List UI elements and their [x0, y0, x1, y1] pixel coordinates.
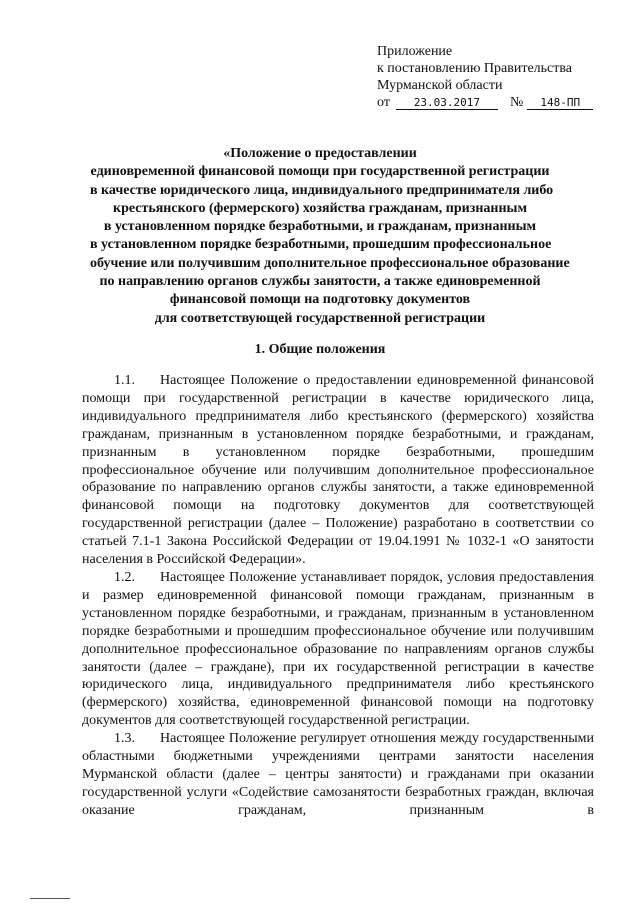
document-date: 23.03.2017 — [396, 96, 498, 110]
paragraph-text: Настоящее Положение о предоставлении единовременной финансовой помощи при государственной регистрации в качестве юридического лица, индивидуального предпринимателя либо крестьянского (фермерского) хозяйства гражданам, признанным в установленном порядке безработными, и гражданам, признанным в установленном порядке безработными, прошедшим профессиональное обучение или получившим дополнительное профессиональное образование по направлению органов службы занятости, а также единовременной финансовой помощи на подготовку документов для соответствующей государственной регистрации (далее – Положение) разработано в соответствии со статьей 7.1-1 Закона Российской Федерации от 19.04.1991 № 1032-1 «О занятости населения в Российской Федерации». — [82, 373, 594, 568]
paragraph-number: 1.1. — [114, 373, 135, 388]
appendix-date-line — [377, 94, 593, 111]
paragraph-text: Настоящее Положение устанавливает порядок, условия предоставления и размер единовременной финансовой помощи гражданам, признанным в установленном порядке безработными, и гражданам, признанным в установленном порядке безработными и прошедшим профессиональное обучение или получившим дополнительное профессиональное образование по направлениям органов службы занятости (далее – граждане), при их государственной регистрации в качестве юридического лица, индивидуального предпринимателя либо крестьянского (фермерского) хозяйства, единовременной финансовой помощи на подготовку документов для соответствующей государственной регистрации. — [82, 569, 594, 729]
title-line: обучение или получившим дополнительное профессиональное образование — [90, 255, 570, 271]
title-line: единовременной финансовой помощи при государственной регистрации — [90, 164, 550, 180]
appendix-block — [377, 43, 593, 111]
paragraph-text: Настоящее Положение регулирует отношения между государственными областными бюджетными учреждениями центрами занятости населения Мурманской области (далее – центры занятости) и гражданами при оказании государственной услуги «Содействие самозанятости безработных граждан, включая оказание гражданам, признанным в — [82, 731, 594, 818]
document-body — [82, 372, 594, 820]
title-line: для соответствующей государственной регистрации — [154, 310, 486, 326]
title-line: по направлению органов службы занятости, а также единовременной — [99, 274, 541, 290]
footer-rule — [30, 898, 70, 902]
title-line: в качестве юридического лица, индивидуального предпринимателя либо — [90, 182, 554, 198]
title-line: в установленном порядке безработными, прошедшим профессиональное — [90, 237, 552, 253]
title-line: «Положение о предоставлении — [223, 146, 417, 161]
document-number: 148-ПП — [527, 96, 593, 110]
paragraph-number: 1.3. — [114, 731, 135, 747]
number-prefix: № — [509, 95, 524, 110]
paragraph-1-1 — [82, 372, 594, 569]
appendix-line-2: к постановлению Правительства — [377, 61, 573, 76]
document-title — [90, 145, 570, 328]
date-prefix: от — [377, 95, 390, 110]
section-heading: 1. Общие положения — [254, 342, 386, 357]
paragraph-number: 1.2. — [114, 569, 135, 585]
title-line: финансовой помощи на подготовку документов — [169, 292, 471, 308]
title-line: крестьянского (фермерского) хозяйства гражданам, признанным — [113, 200, 527, 216]
paragraph-1-3 — [82, 730, 594, 820]
appendix-line-3: Мурманской области — [377, 78, 503, 93]
paragraph-1-2 — [82, 569, 594, 730]
appendix-line-1: Приложение — [377, 44, 453, 59]
title-line: в установленном порядке безработными, и гражданам, признанным — [103, 219, 537, 235]
